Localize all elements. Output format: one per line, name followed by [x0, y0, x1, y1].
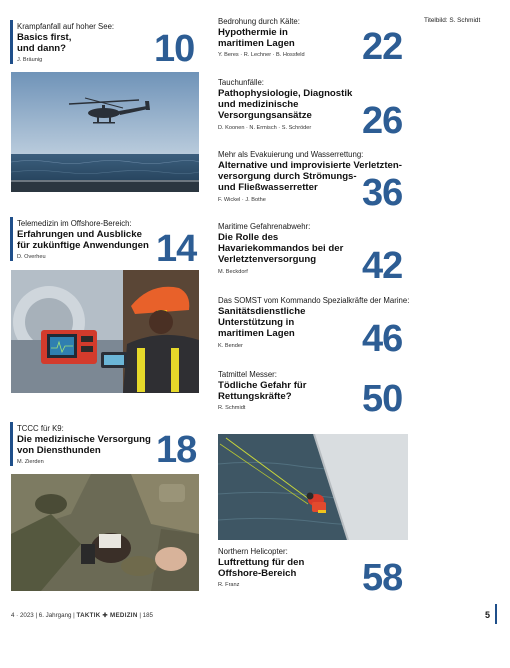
toc-page-number: 36 — [362, 172, 403, 214]
footer-brand-logo: TAKTIK ✚ MEDIZIN — [76, 612, 138, 619]
toc-kicker: Mehr als Evakuierung und Wasserrettung: — [218, 150, 364, 159]
toc-title: Die medizinische Versorgung von Diensthunden — [17, 434, 151, 457]
toc-title: Hypothermie in maritimen Lagen — [218, 27, 295, 50]
toc-kicker: Telemedizin im Offshore-Bereich: — [17, 219, 132, 228]
helicopter-hoist-rescue-photo — [218, 434, 408, 540]
toc-authors: D. Overheu — [17, 254, 46, 261]
toc-entry-22[interactable] — [218, 17, 368, 59]
toc-title: Basics first, und dann? — [17, 32, 72, 55]
toc-authors: M. Zierden — [17, 459, 44, 466]
toc-authors: D. Koonen · N. Ermisch · S. Schröder — [218, 124, 312, 131]
toc-entry-10[interactable] — [17, 22, 167, 64]
toc-page-number: 50 — [362, 378, 403, 420]
toc-authors: F. Wickel · J. Bothe — [218, 196, 266, 203]
toc-kicker: Tauchunfälle: — [218, 78, 264, 87]
toc-entry-42[interactable] — [218, 222, 368, 276]
toc-page-number: 42 — [362, 245, 403, 287]
toc-page-number: 18 — [156, 429, 197, 471]
toc-page-number: 22 — [362, 26, 403, 68]
footer-volume: 6. Jahrgang — [38, 612, 72, 619]
toc-kicker: Krampfanfall auf hoher See: — [17, 22, 115, 31]
toc-title: Pathophysiologie, Diagnostik und medizinische Versorgungsansätze — [218, 88, 353, 122]
toc-title: Tödliche Gefahr für Rettungskräfte? — [218, 380, 307, 403]
accent-bar — [10, 20, 13, 64]
toc-kicker: Northern Helicopter: — [218, 547, 288, 556]
toc-page-number: 14 — [156, 228, 197, 270]
page-number: 5 — [485, 610, 491, 620]
helicopter-over-sea-photo — [11, 72, 199, 192]
toc-entry-18[interactable] — [17, 424, 177, 466]
toc-page-number: 26 — [362, 100, 403, 142]
toc-kicker: Tatmittel Messer: — [218, 370, 277, 379]
accent-bar — [10, 217, 13, 261]
toc-authors: R. Schmidt — [218, 405, 246, 412]
accent-bar — [10, 422, 13, 466]
footer-page-ref: 185 — [142, 612, 153, 619]
footer-line: 4 · 2023 | 6. Jahrgang | TAKTIK ✚ MEDIZIN | 185 — [11, 612, 153, 619]
toc-title: Alternative und improvisierte Verletzten- versorgung durch Strömungs- und Fließwasserretter — [218, 160, 402, 194]
toc-kicker: Maritime Gefahrenabwehr: — [218, 222, 311, 231]
toc-title: Luftrettung für den Offshore-Bereich — [218, 557, 305, 580]
toc-authors: J. Bräunig — [17, 57, 43, 64]
toc-title: Die Rolle des Havariekommandos bei der Verletztenversorgung — [218, 232, 344, 266]
toc-authors: M. Beckdorf — [218, 268, 248, 275]
toc-title: Sanitätsdienstliche Unterstützung in maritimen Lagen — [218, 306, 306, 340]
footer-issue: 4 · 2023 — [11, 612, 34, 619]
toc-entry-14[interactable] — [17, 219, 177, 261]
toc-entry-58[interactable] — [218, 547, 368, 589]
page-marker-bar — [495, 604, 497, 624]
cover-photo-credit: Titelbild: S. Schmidt — [424, 17, 481, 24]
toc-entry-50[interactable] — [218, 370, 368, 412]
toc-entry-26[interactable] — [218, 78, 368, 132]
toc-authors: R. Franz — [218, 582, 240, 589]
toc-kicker: TCCC für K9: — [17, 424, 64, 433]
toc-authors: K. Bender — [218, 342, 243, 349]
telemedicine-offshore-photo — [11, 270, 199, 393]
toc-page-number: 58 — [362, 557, 403, 599]
toc-page-number: 46 — [362, 318, 403, 360]
toc-authors: Y. Beres · R. Lechner · B. Hossfeld — [218, 52, 305, 59]
toc-kicker: Das SOMST vom Kommando Spezialkräfte der Marine: — [218, 296, 410, 305]
k9-casualty-care-photo — [11, 474, 199, 591]
toc-page-number: 10 — [154, 28, 195, 70]
toc-kicker: Bedrohung durch Kälte: — [218, 17, 300, 26]
toc-title: Erfahrungen und Ausblicke für zukünftige Anwendungen — [17, 229, 149, 252]
